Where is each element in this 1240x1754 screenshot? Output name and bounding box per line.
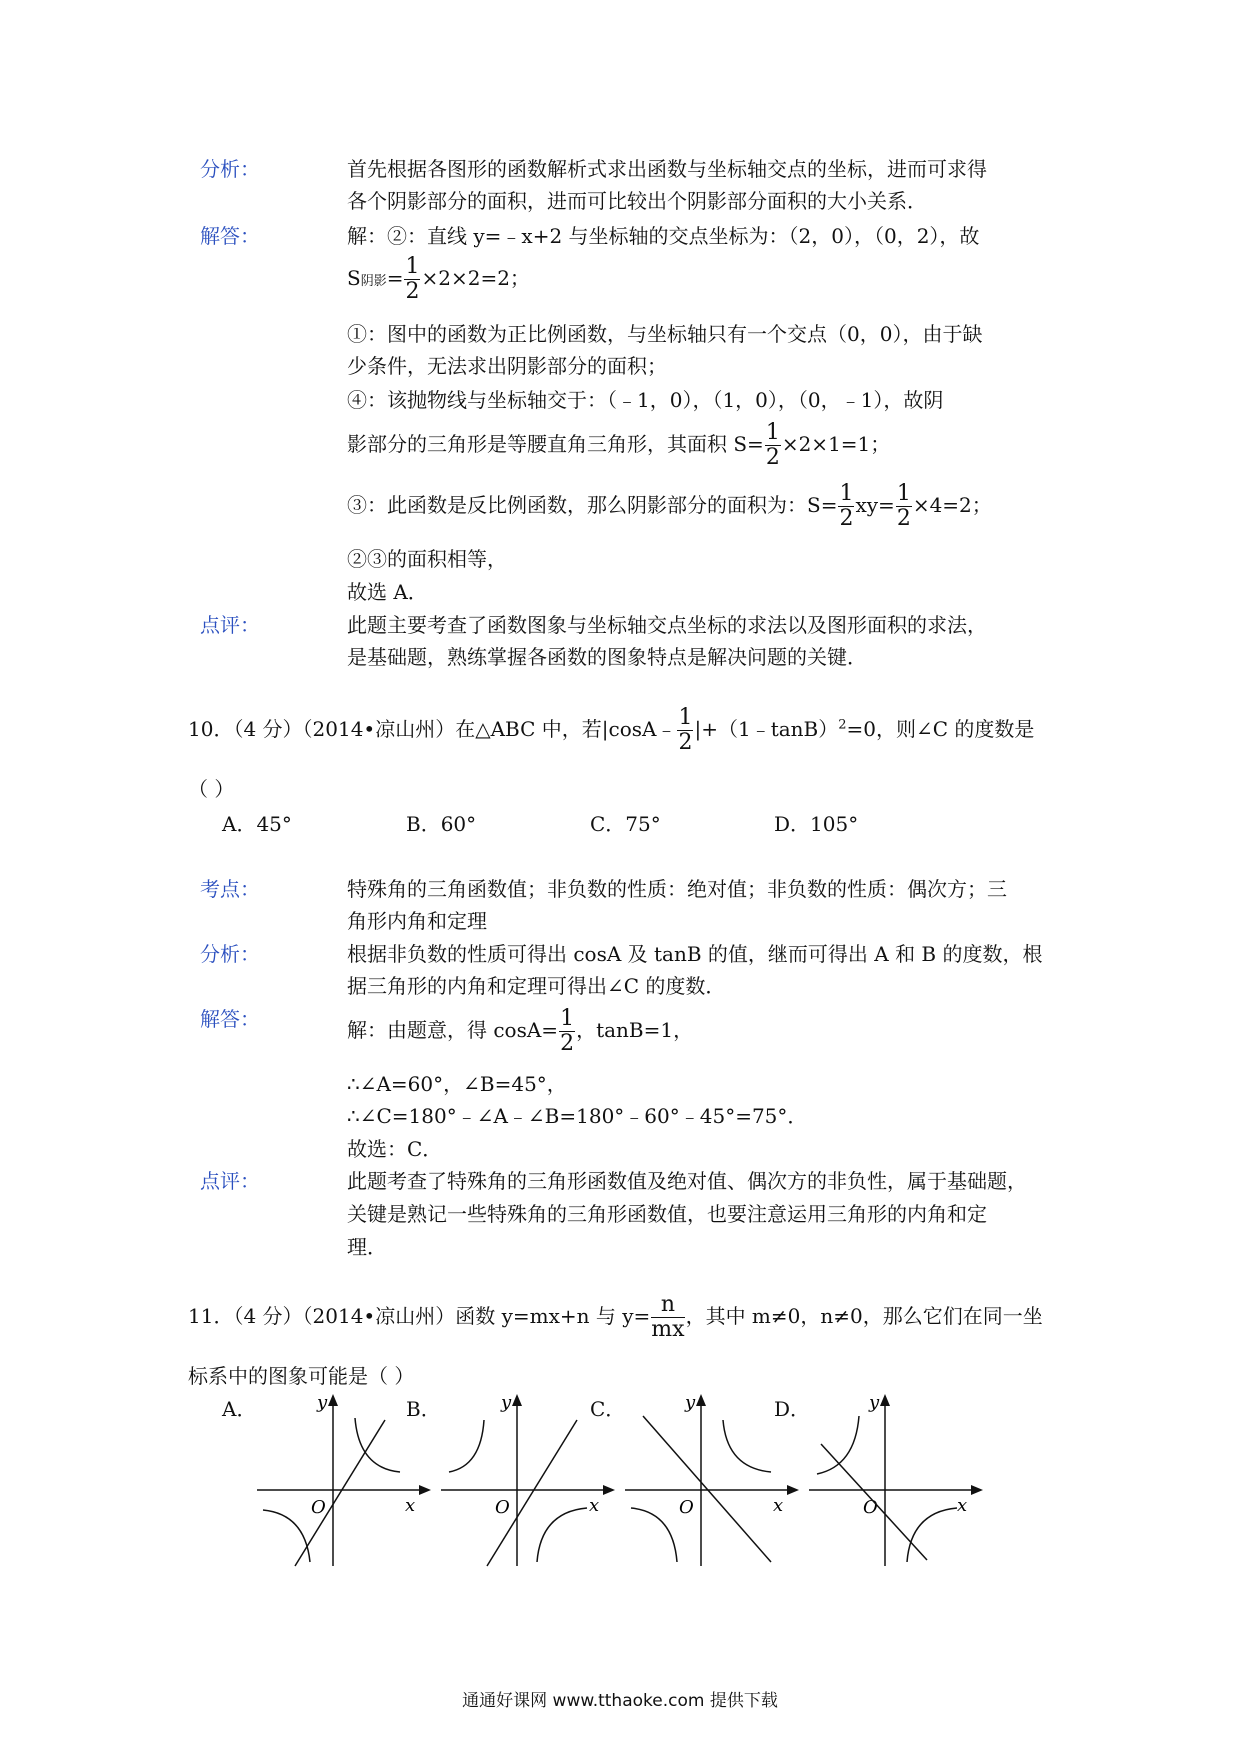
q11-graph-b [439,1390,619,1570]
origin-label: O [863,1497,878,1518]
q11-option-d-label: D． [774,1397,811,1421]
origin-label: O [495,1497,510,1518]
q10-option-d: D．105° [774,812,859,836]
q9-answer-area-formula: S阴影= $\frac{1}{2}$ ×2×2=2； [347,254,530,304]
fraction: $\frac{1}{2}$ [839,481,854,531]
fraction: $\frac{1}{2}$ [405,254,420,304]
q11-graph-c [623,1390,803,1570]
q9-answer-line6: 影部分的三角形是等腰直角三角形，其面积 S= $\frac{1}{2}$ ×2×1=1； [347,420,891,470]
fraction: $\frac{1}{2}$ [896,481,911,531]
q10-review-line2: 关键是熟记一些特殊角的三角形函数值，也要注意运用三角形的内角和定 [347,1202,987,1226]
q10-point-line2: 角形内角和定理 [347,909,487,933]
q10-review-line3: 理． [347,1235,387,1259]
q10-point-line1: 特殊角的三角函数值；非负数的性质：绝对值；非负数的性质：偶次方；三 [347,877,1007,901]
q11-stem-line1: 11．（4 分）（2014•凉山州）函数 y=mx+n 与 y= $\frac{n}{mx}$ ，其中 m≠0，n≠0，那么它们在同一坐 [188,1292,1043,1342]
q9-analysis-label: 分析： [200,157,260,181]
fraction: $\frac{n}{mx}$ [651,1292,685,1342]
q9-review-line1: 此题主要考查了函数图象与坐标轴交点坐标的求法以及图形面积的求法， [347,613,987,637]
q9-review-line2: 是基础题，熟练掌握各函数的图象特点是解决问题的关键． [347,645,867,669]
q10-analysis-line2: 据三角形的内角和定理可得出∠C 的度数． [347,974,726,998]
q9-answer-line4: 少条件，无法求出阴影部分的面积； [347,354,667,378]
q10-answer-line1: 解：由题意，得 cosA= $\frac{1}{2}$ ，tanB=1， [347,1006,694,1056]
q10-option-c: C．75° [590,812,661,836]
page-footer: 通通好课网 www.tthaoke.com 提供下载 [462,1691,778,1711]
q11-option-c-label: C． [590,1397,626,1421]
origin-label: O [679,1497,694,1518]
q10-answer-line3: ∴∠C=180°﹣∠A﹣∠B=180°﹣60°﹣45°=75°． [347,1104,808,1128]
q10-answer-line4: 故选：C． [347,1137,443,1161]
y-axis-label: y [869,1392,880,1413]
fraction: $\frac{1}{2}$ [765,420,780,470]
q9-analysis-line2: 各个阴影部分的面积，进而可比较出个阴影部分面积的大小关系． [347,189,927,213]
q9-analysis-line1: 首先根据各图形的函数解析式求出函数与坐标轴交点的坐标，进而可求得 [347,157,987,181]
y-axis-label: y [317,1392,328,1413]
q10-option-b: B．60° [406,812,477,836]
q11-option-b-label: B． [406,1397,441,1421]
q11-graph-a [255,1390,435,1570]
q10-option-a: A．45° [222,812,292,836]
q9-answer-line9: 故选 A． [347,580,428,604]
q10-point-label: 考点： [200,877,260,901]
q11-graph-d [807,1390,987,1570]
x-axis-label: x [773,1495,784,1516]
q11-stem-line2: 标系中的图象可能是（ ） [188,1364,415,1388]
x-axis-label: x [405,1495,416,1516]
q10-answer-label: 解答： [200,1007,260,1031]
q9-answer-line5: ④：该抛物线与坐标轴交于：（﹣1，0），（1，0），（0，﹣1），故阴 [347,388,944,412]
fraction: $\frac{1}{2}$ [560,1006,575,1056]
q9-review-label: 点评： [200,613,260,637]
q10-stem-line2: （ ） [188,777,235,801]
y-axis-label: y [501,1392,512,1413]
q9-answer-label: 解答： [200,224,260,248]
q10-answer-line2: ∴∠A=60°，∠B=45°， [347,1072,567,1096]
q9-answer-line1: 解：②：直线 y=﹣x+2 与坐标轴的交点坐标为：（2，0），（0，2），故 [347,224,980,248]
q9-answer-line7: ③：此函数是反比例函数，那么阴影部分的面积为：S= $\frac{1}{2}$ xy= $\frac{1}{2}$ ×4=2； [347,481,992,531]
q10-analysis-label: 分析： [200,942,260,966]
x-axis-label: x [957,1495,968,1516]
q10-stem-line1: 10．（4 分）（2014•凉山州）在△ABC 中，若|cosA﹣ $\frac{1}{2}$ |+（1﹣tanB）$^2$=0，则∠C 的度数是 [188,705,1035,755]
q9-answer-line3: ①：图中的函数为正比例函数，与坐标轴只有一个交点（0，0），由于缺 [347,322,983,346]
fraction: $\frac{1}{2}$ [678,705,693,755]
q10-analysis-line1: 根据非负数的性质可得出 cosA 及 tanB 的值，继而可得出 A 和 B 的度数，根 [347,942,1043,966]
origin-label: O [311,1497,326,1518]
y-axis-label: y [685,1392,696,1413]
q10-review-line1: 此题考查了特殊角的三角形函数值及绝对值、偶次方的非负性，属于基础题， [347,1169,1027,1193]
x-axis-label: x [589,1495,600,1516]
q9-answer-line8: ②③的面积相等， [347,547,507,571]
q11-option-a-label: A． [222,1397,257,1421]
q10-review-label: 点评： [200,1169,260,1193]
